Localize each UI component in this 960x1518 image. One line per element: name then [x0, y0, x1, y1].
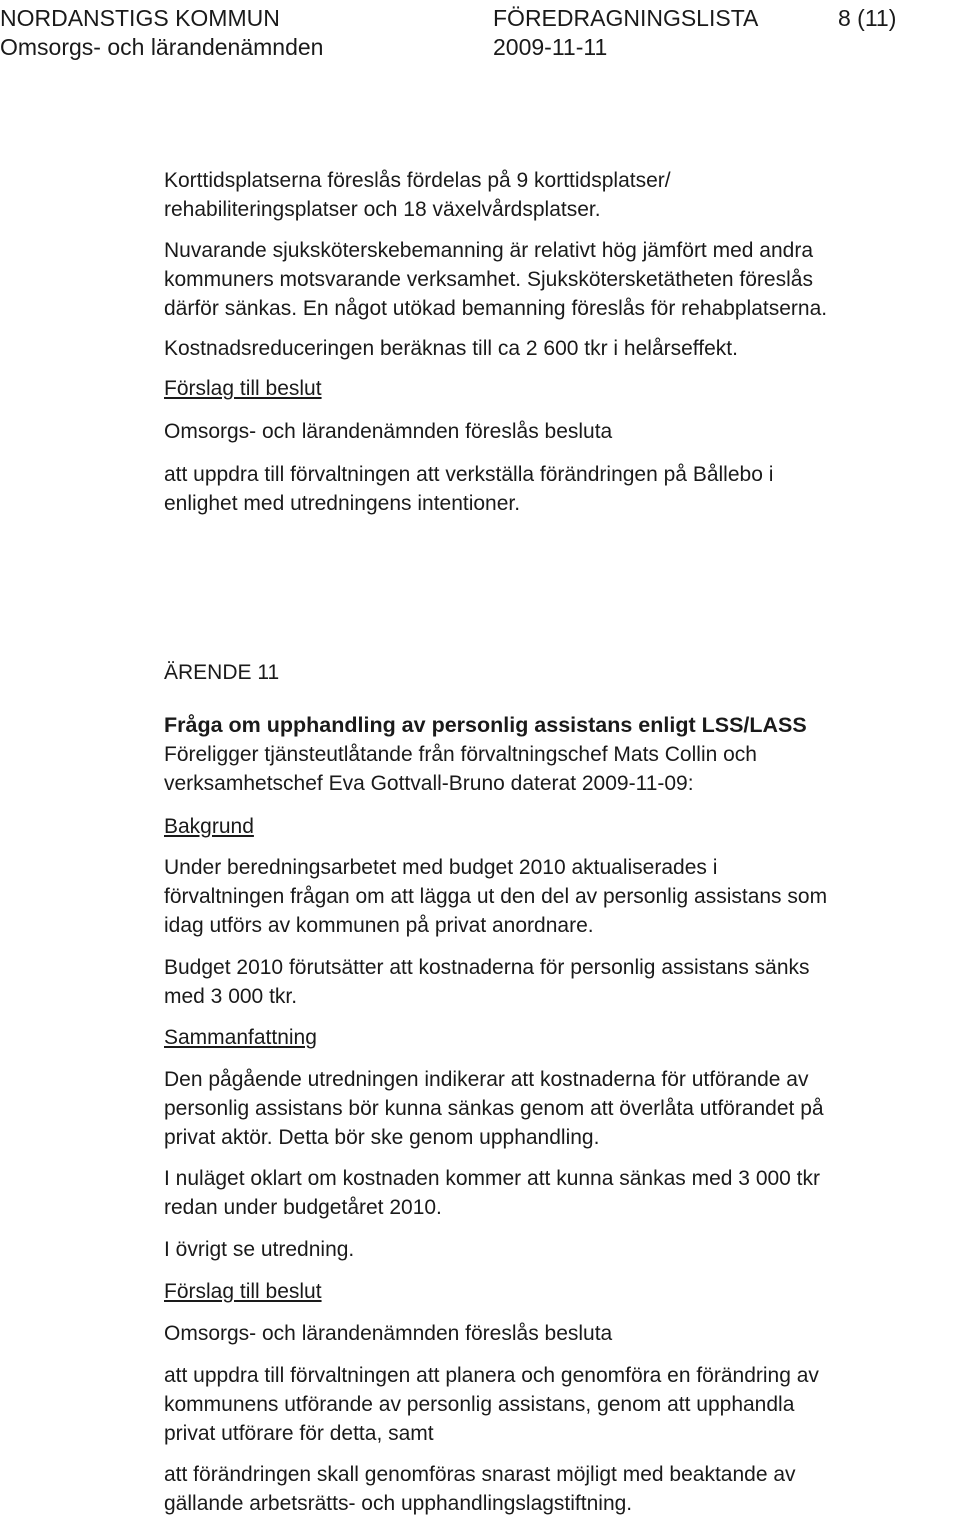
committee-name: Omsorgs- och lärandenämnden	[0, 34, 324, 60]
paragraph-line: Kostnadsreduceringen beräknas till ca 2 600 tkr i helårseffekt.	[164, 337, 738, 360]
paragraph-line: Under beredningsarbetet med budget 2010 aktualiserades i	[164, 856, 718, 879]
item-title: Fråga om upphandling av personlig assistans enligt LSS/LASS	[164, 713, 807, 737]
paragraph-line: Föreligger tjänsteutlåtande från förvaltningschef Mats Collin och	[164, 743, 757, 766]
paragraph-line: idag utförs av kommunen på privat anordnare.	[164, 914, 594, 937]
paragraph-line: Korttidsplatserna föreslås fördelas på 9 korttidsplatser/	[164, 169, 671, 192]
decision-line: privat utförare för detta, samt	[164, 1422, 434, 1445]
decision-line: enlighet med utredningens intentioner.	[164, 492, 521, 515]
proposal-heading: Förslag till beslut	[164, 377, 322, 400]
decision-line: gällande arbetsrätts- och upphandlingslagstiftning.	[164, 1492, 633, 1515]
paragraph-line: I övrigt se utredning.	[164, 1238, 355, 1261]
paragraph-line: I nuläget oklart om kostnaden kommer att kunna sänkas med 3 000 tkr	[164, 1167, 821, 1190]
page-number: 8 (11)	[838, 5, 897, 31]
decision-line: att förändringen skall genomföras snarast möjligt med beaktande av	[164, 1463, 796, 1486]
paragraph-line: verksamhetschef Eva Gottvall-Bruno daterat 2009-11-09:	[164, 772, 694, 795]
paragraph-line: med 3 000 tkr.	[164, 985, 298, 1008]
proposal-heading: Förslag till beslut	[164, 1280, 322, 1303]
municipality-name: NORDANSTIGS KOMMUN	[0, 5, 280, 31]
paragraph-line: kommuners motsvarande verksamhet. Sjukskötersketätheten föreslås	[164, 268, 813, 291]
paragraph-line: redan under budgetåret 2010.	[164, 1196, 442, 1219]
decision-line: kommunens utförande av personlig assistans, genom att upphandla	[164, 1393, 795, 1416]
paragraph-line: privat aktör. Detta bör ske genom upphandling.	[164, 1126, 600, 1149]
proposal-intro: Omsorgs- och lärandenämnden föreslås besluta	[164, 1322, 613, 1345]
paragraph-line: Den pågående utredningen indikerar att kostnaderna för utförande av	[164, 1068, 809, 1091]
meeting-date: 2009-11-11	[493, 34, 608, 60]
paragraph-line: rehabiliteringsplatser och 18 växelvårdsplatser.	[164, 198, 601, 221]
paragraph-line: Nuvarande sjuksköterskebemanning är relativt hög jämfört med andra	[164, 239, 814, 262]
decision-line: att uppdra till förvaltningen att verkställa förändringen på Bållebo i	[164, 463, 774, 486]
paragraph-line: förvaltningen frågan om att lägga ut den del av personlig assistans som	[164, 885, 828, 908]
document-type: FÖREDRAGNINGSLISTA	[493, 5, 759, 31]
paragraph-line: personlig assistans bör kunna sänkas genom att överlåta utförandet på	[164, 1097, 824, 1120]
item-number: ÄRENDE 11	[164, 661, 280, 684]
summary-heading: Sammanfattning	[164, 1026, 317, 1049]
decision-line: att uppdra till förvaltningen att planera och genomföra en förändring av	[164, 1364, 819, 1387]
paragraph-line: därför sänkas. En något utökad bemanning föreslås för rehabplatserna.	[164, 297, 828, 320]
paragraph-line: Budget 2010 förutsätter att kostnaderna för personlig assistans sänks	[164, 956, 810, 979]
proposal-intro: Omsorgs- och lärandenämnden föreslås besluta	[164, 420, 613, 443]
background-heading: Bakgrund	[164, 815, 254, 838]
